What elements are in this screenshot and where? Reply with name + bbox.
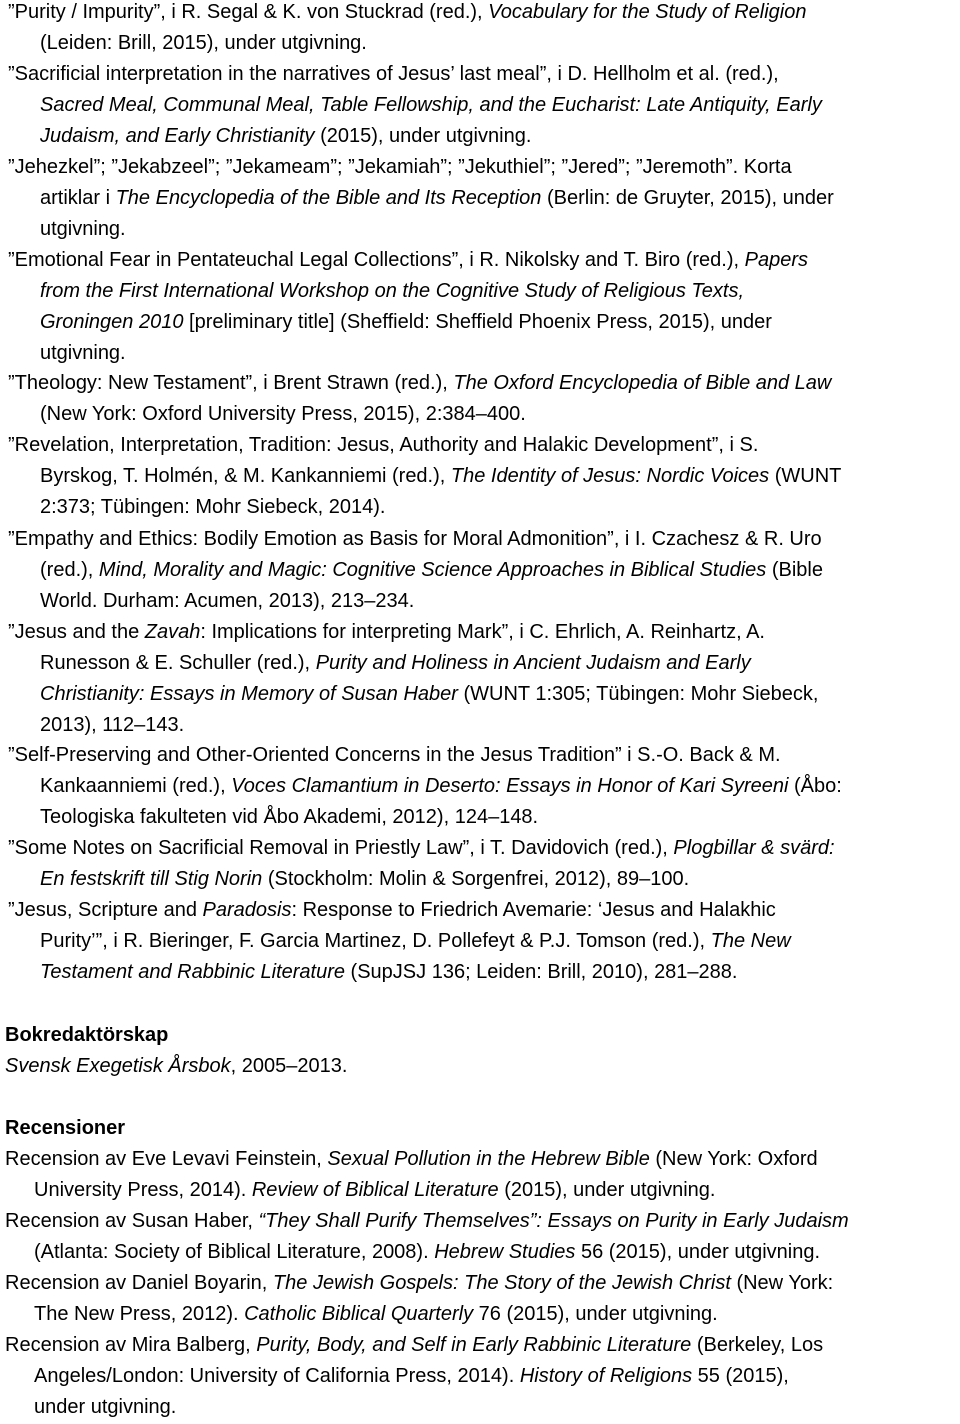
entry-line: [8, 90, 960, 121]
entry-text: utgivning.: [40, 218, 126, 240]
entry-text: (New York:: [730, 1272, 834, 1294]
italic-title-text: Svensk Exegetisk Årsbok: [5, 1055, 231, 1077]
entry-line: [8, 276, 960, 307]
entry-text: (red.),: [40, 559, 99, 581]
entry-text: (2015), under utgivning.: [498, 1179, 716, 1201]
entry-line: [8, 586, 960, 617]
italic-title-text: Purity, Body, and Self in Early Rabbinic Literature: [256, 1334, 692, 1356]
entry-line: [8, 0, 960, 28]
entry-text: artiklar i: [40, 187, 116, 209]
entry-line: [8, 152, 960, 183]
entry-text: Kankaanniemi (red.),: [40, 775, 232, 797]
entry-line: [8, 771, 960, 802]
entry-text: : Response to Friedrich Avemarie: ‘Jesus and Halakhic: [291, 899, 776, 921]
entry-line: [5, 1144, 960, 1175]
review-entry: [5, 1206, 960, 1268]
entry-text: Teologiska fakulteten vid Åbo Akademi, 2012), 124–148.: [40, 806, 539, 828]
publication-entry: [8, 59, 960, 152]
entry-text: , 2005–2013.: [230, 1055, 348, 1077]
italic-title-text: Groningen 2010: [40, 311, 184, 333]
entry-text: ”Sacrificial interpretation in the narratives of Jesus’ last meal”, i D. Hellholm et al. (red.),: [8, 63, 779, 85]
entry-line: [8, 245, 960, 276]
publication-entry: [8, 0, 960, 59]
entry-text: 76 (2015), under utgivning.: [473, 1303, 718, 1325]
section-heading-editorship: Bokredaktörskap: [5, 1024, 169, 1046]
entry-line: [8, 59, 960, 90]
entry-text: ”Revelation, Interpretation, Tradition: Jesus, Authority and Halakic Development”, i S.: [8, 434, 759, 456]
entry-text: (WUNT 1:305; Tübingen: Mohr Siebeck,: [457, 683, 819, 705]
entry-line: [5, 1237, 960, 1268]
entry-text: ”Empathy and Ethics: Bodily Emotion as Basis for Moral Admonition”, i I. Czachesz & R. Uro: [8, 528, 822, 550]
italic-title-text: Purity and Holiness in Ancient Judaism and Early: [315, 652, 751, 674]
entry-line: [8, 368, 960, 399]
italic-title-text: The Jewish Gospels: The Story of the Jewish Christ: [272, 1272, 731, 1294]
entry-line: [8, 399, 960, 430]
entry-text: 2013), 112–143.: [40, 714, 185, 736]
entry-line: [5, 1175, 960, 1206]
entry-line: [8, 524, 960, 555]
publication-entry: [8, 152, 960, 245]
italic-title-text: from the First International Workshop on the Cognitive Study of Religious Texts,: [40, 280, 745, 302]
entry-line: [8, 679, 960, 710]
entry-text: (WUNT: [769, 465, 842, 487]
italic-title-text: Testament and Rabbinic Literature: [40, 961, 345, 983]
entry-line: [8, 214, 960, 245]
entry-text: ”Jesus and the: [8, 621, 145, 643]
publication-entry: [8, 740, 960, 833]
entry-line: [8, 648, 960, 679]
entry-line: [8, 802, 960, 833]
entry-line: [8, 338, 960, 369]
entry-line: [8, 957, 960, 988]
entry-line: [8, 617, 960, 648]
entry-line: [8, 555, 960, 586]
entry-text: Runesson & E. Schuller (red.),: [40, 652, 316, 674]
italic-title-text: Vocabulary for the Study of Religion: [488, 1, 807, 23]
entry-text: (Berlin: de Gruyter, 2015), under: [541, 187, 834, 209]
entry-line: [8, 28, 960, 59]
entry-text: Recension av Daniel Boyarin,: [5, 1272, 273, 1294]
entry-text: (Berkeley, Los: [691, 1334, 824, 1356]
entry-text: : Implications for interpreting Mark”, i C. Ehrlich, A. Reinhartz, A.: [200, 621, 765, 643]
entry-line: [8, 430, 960, 461]
publication-entry: [8, 430, 960, 523]
publication-entry: [8, 524, 960, 617]
entry-line: [8, 183, 960, 214]
entry-text: (Leiden: Brill, 2015), under utgivning.: [40, 32, 367, 54]
publication-entry: [8, 833, 960, 895]
italic-title-text: Sexual Pollution in the Hebrew Bible: [327, 1148, 650, 1170]
entry-line: [5, 1268, 960, 1299]
entry-line: [5, 1361, 960, 1392]
entry-text: 55 (2015),: [692, 1365, 789, 1387]
entry-text: ”Some Notes on Sacrificial Removal in Priestly Law”, i T. Davidovich (red.),: [8, 837, 674, 859]
entry-text: ”Emotional Fear in Pentateuchal Legal Collections”, i R. Nikolsky and T. Biro (red.),: [8, 249, 745, 271]
italic-title-text: En festskrift till Stig Norin: [40, 868, 263, 890]
publication-entry: [8, 895, 960, 988]
entry-text: ”Jehezkel”; ”Jekabzeel”; ”Jekameam”; ”Jekamiah”; ”Jekuthiel”; ”Jered”; ”Jeremoth”. Korta: [8, 156, 792, 178]
entry-text: (Åbo:: [788, 775, 842, 797]
entry-line: [8, 926, 960, 957]
review-entry: [5, 1330, 960, 1423]
entry-line: [5, 1299, 960, 1330]
italic-title-text: Judaism, and Early Christianity: [40, 125, 315, 147]
entry-line: [5, 1051, 960, 1082]
entry-text: 2:373; Tübingen: Mohr Siebeck, 2014).: [40, 496, 386, 518]
italic-title-text: The Oxford Encyclopedia of Bible and Law: [453, 372, 832, 394]
entry-text: University Press, 2014).: [34, 1179, 252, 1201]
entry-text: ”Self-Preserving and Other-Oriented Concerns in the Jesus Tradition” i S.-O. Back & M.: [8, 744, 781, 766]
entry-text: utgivning.: [40, 342, 126, 364]
italic-title-text: Christianity: Essays in Memory of Susan Haber: [40, 683, 458, 705]
entry-line: [8, 307, 960, 338]
publication-entry: [8, 245, 960, 369]
italic-title-text: Sacred Meal, Communal Meal, Table Fellowship, and the Eucharist: Late Antiquity, Early: [40, 94, 822, 116]
italic-title-text: The Identity of Jesus: Nordic Voices: [450, 465, 770, 487]
entry-text: Purity’”, i R. Bieringer, F. Garcia Martinez, D. Pollefeyt & P.J. Tomson (red.),: [40, 930, 711, 952]
entry-line: [5, 1330, 960, 1361]
entry-text: (SupJSJ 136; Leiden: Brill, 2010), 281–288.: [345, 961, 738, 983]
italic-title-text: The Encyclopedia of the Bible and Its Reception: [115, 187, 542, 209]
entry-text: under utgivning.: [34, 1396, 177, 1418]
entry-text: 56 (2015), under utgivning.: [575, 1241, 821, 1263]
entry-text: [preliminary title] (Sheffield: Sheffield Phoenix Press, 2015), under: [183, 311, 772, 333]
entry-text: ”Purity / Impurity”, i R. Segal & K. von Stuckrad (red.),: [8, 1, 489, 23]
entry-text: World. Durham: Acumen, 2013), 213–234.: [40, 590, 415, 612]
entry-text: (New York: Oxford University Press, 2015), 2:384–400.: [40, 403, 526, 425]
entry-text: Byrskog, T. Holmén, & M. Kankanniemi (red.),: [40, 465, 451, 487]
entry-text: Recension av Susan Haber,: [5, 1210, 259, 1232]
entry-text: ”Jesus, Scripture and: [8, 899, 203, 921]
entry-text: (Atlanta: Society of Biblical Literature, 2008).: [34, 1241, 435, 1263]
entry-text: ”Theology: New Testament”, i Brent Strawn (red.),: [8, 372, 454, 394]
italic-title-text: Hebrew Studies: [434, 1241, 576, 1263]
entry-text: (2015), under utgivning.: [314, 125, 532, 147]
italic-title-text: Zavah: [144, 621, 201, 643]
entry-line: [8, 121, 960, 152]
italic-title-text: Papers: [744, 249, 808, 271]
italic-title-text: Mind, Morality and Magic: Cognitive Science Approaches in Biblical Studies: [98, 559, 767, 581]
entry-text: Angeles/London: University of California Press, 2014).: [34, 1365, 520, 1387]
entry-line: [5, 1206, 960, 1237]
entry-line: [8, 461, 960, 492]
entry-line: [8, 833, 960, 864]
entry-line: [8, 864, 960, 895]
publication-entry: [8, 617, 960, 741]
entry-text: (Bible: [766, 559, 823, 581]
italic-title-text: Voces Clamantium in Deserto: Essays in Honor of Kari Syreeni: [231, 775, 789, 797]
entry-text: The New Press, 2012).: [34, 1303, 245, 1325]
entry-text: (New York: Oxford: [649, 1148, 818, 1170]
italic-title-text: Catholic Biblical Quarterly: [244, 1303, 474, 1325]
review-entry: [5, 1144, 960, 1206]
italic-title-text: Review of Biblical Literature: [251, 1179, 499, 1201]
entry-line: [8, 710, 960, 741]
review-entry: [5, 1268, 960, 1330]
section-heading-reviews: Recensioner: [5, 1117, 126, 1139]
publication-entry: [8, 368, 960, 430]
entry-line: [8, 492, 960, 523]
entry-text: (Stockholm: Molin & Sorgenfrei, 2012), 89–100.: [262, 868, 690, 890]
italic-title-text: “They Shall Purify Themselves”: Essays on Purity in Early Judaism: [258, 1210, 849, 1232]
italic-title-text: Plogbillar & svärd:: [673, 837, 835, 859]
entry-line: [5, 1392, 960, 1423]
entry-text: Recension av Eve Levavi Feinstein,: [5, 1148, 328, 1170]
italic-title-text: History of Religions: [519, 1365, 693, 1387]
entry-line: [8, 740, 960, 771]
entry-line: [8, 895, 960, 926]
entry-text: Recension av Mira Balberg,: [5, 1334, 257, 1356]
italic-title-text: Paradosis: [202, 899, 292, 921]
italic-title-text: The New: [710, 930, 791, 952]
editorship-entry: [5, 1051, 960, 1082]
